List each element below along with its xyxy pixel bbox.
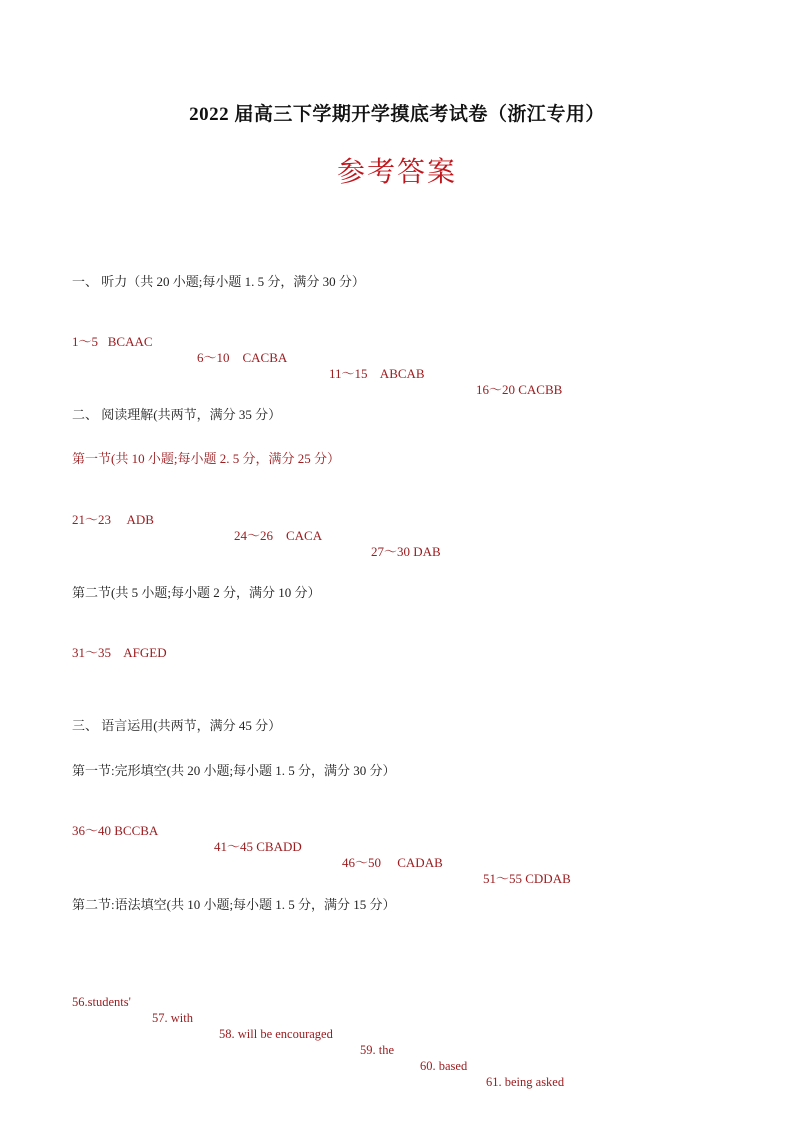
answer-group: 27～30 DAB <box>371 544 441 559</box>
answer-group: 11～15 ABCAB <box>329 366 425 381</box>
answer-group: 41～45 CBADD <box>214 839 302 854</box>
part1-answers <box>72 318 672 398</box>
answer-group: 51～55 CDDAB <box>483 871 571 886</box>
answer-item: 60. based <box>420 1059 468 1073</box>
answer-group: 31～35 AFGED <box>72 645 167 660</box>
answer-group: 36～40 BCCBA <box>72 823 159 838</box>
part2-section1-answers <box>72 496 672 560</box>
answer-group: 24～26 CACA <box>234 528 323 543</box>
answer-item: 56.students' <box>72 995 131 1009</box>
answer-item: 61. being asked <box>486 1075 565 1089</box>
answer-group: 16～20 CACBB <box>476 382 563 397</box>
answer-item: 57. with <box>152 1011 193 1025</box>
part1-heading: 一、 听力（共 20 小题;每小题 1. 5 分，满分 30 分） <box>72 274 365 289</box>
part3-section2-heading: 第二节:语法填空(共 10 小题;每小题 1. 5 分，满分 15 分） <box>72 897 396 912</box>
part3-section2-answers <box>72 978 712 1090</box>
answer-group: 6～10 CACBA <box>197 350 288 365</box>
part2-section1-heading: 第一节(共 10 小题;每小题 2. 5 分，满分 25 分） <box>72 451 340 466</box>
document-subtitle: 参考答案 <box>336 157 457 188</box>
part3-section1-heading: 第一节:完形填空(共 20 小题;每小题 1. 5 分，满分 30 分） <box>72 763 396 778</box>
answer-item: 58. will be encouraged <box>219 1027 333 1041</box>
answer-item: 59. the <box>360 1043 395 1057</box>
part2-section2-answers <box>72 629 672 661</box>
part3-heading: 三、 语言运用(共两节，满分 45 分） <box>72 718 282 733</box>
answer-group: 1～5 BCAAC <box>72 334 153 349</box>
part2-heading: 二、 阅读理解(共两节，满分 35 分） <box>72 407 282 422</box>
part3-section1-answers <box>72 807 692 887</box>
answer-group: 46～50 CADAB <box>342 855 443 870</box>
part2-section2-heading: 第二节(共 5 小题;每小题 2 分，满分 10 分） <box>72 585 321 600</box>
document-title: 2022 届高三下学期开学摸底考试卷（浙江专用） <box>189 104 605 125</box>
answer-group: 21～23 ADB <box>72 512 154 527</box>
